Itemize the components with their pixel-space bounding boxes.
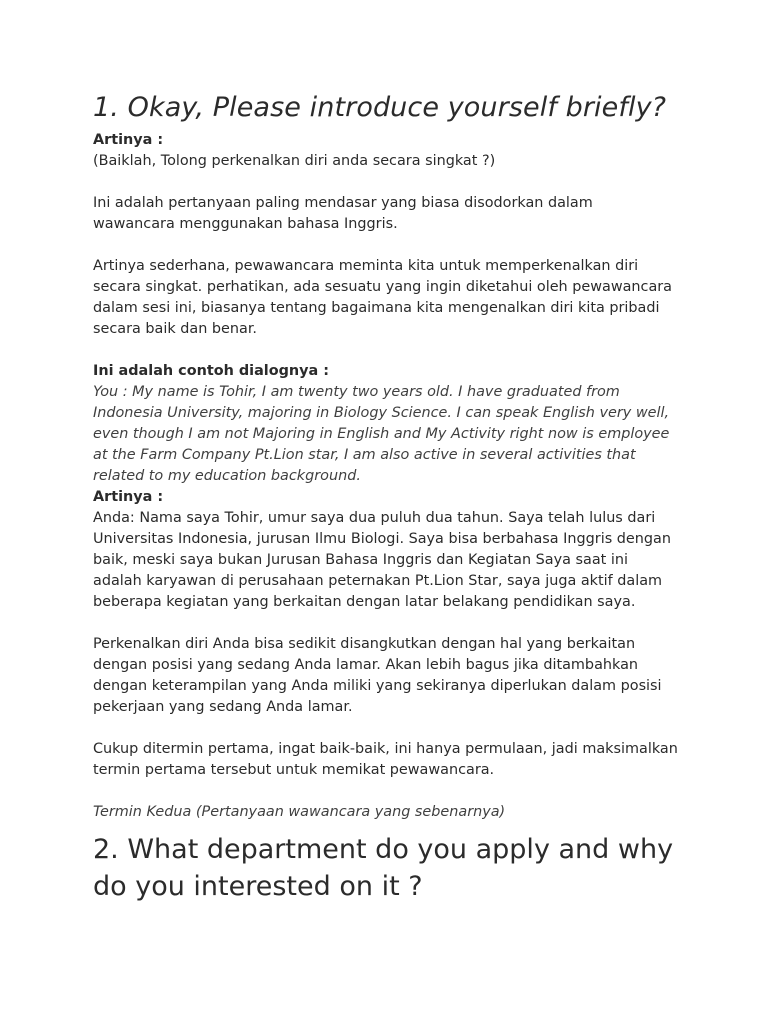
paragraph-intro: Ini adalah pertanyaan paling mendasar yang biasa disodorkan dalam wawancara menggunakan bahasa Inggris. [93, 195, 593, 232]
termin-kedua-note: Termin Kedua (Pertanyaan wawancara yang sebenarnya) [93, 804, 506, 820]
spacer [93, 613, 678, 634]
artinya-label: Artinya : [93, 132, 164, 148]
question-2-heading: 2. What department do you apply and why do you interested on it ? [93, 834, 674, 902]
artinya-translation: (Baiklah, Tolong perkenalkan diri anda secara singkat ?) [93, 153, 496, 169]
spacer [93, 781, 678, 802]
dialog-indonesian: Anda: Nama saya Tohir, umur saya dua puluh dua tahun. Saya telah lulus dari Universitas Indonesia, jurusan Ilmu Biologi. Saya bisa berbahasa Inggris dengan baik, meski saya bukan Jurusan Bahasa Inggris dan Kegiatan Saya saat ini adalah karyawan di perusahaan peternakan Pt.Lion Star, saya juga aktif dalam beberapa kegiatan yang berkaitan dengan latar belakang pendidikan saya. [93, 510, 671, 610]
paragraph-explanation: Artinya sederhana, pewawancara meminta kita untuk memperkenalkan diri secara singkat. perhatikan, ada sesuatu yang ingin diketahui oleh pewawancara dalam sesi ini, biasanya tentang bagaimana kita mengenalkan diri kita pribadi secara baik dan benar. [93, 258, 672, 337]
paragraph-position: Perkenalkan diri Anda bisa sedikit disangkutkan dengan hal yang berkaitan dengan posisi yang sedang Anda lamar. Akan lebih bagus jika ditambahkan dengan keterampilan yang Anda miliki yang sekiranya diperlukan dalam posisi pekerjaan yang sedang Anda lamar. [93, 636, 662, 715]
spacer [93, 172, 678, 193]
dialog-label: Ini adalah contoh dialognya : [93, 363, 330, 379]
paragraph-first-term: Cukup ditermin pertama, ingat baik-baik, ini hanya permulaan, jadi maksimalkan termin pertama tersebut untuk memikat pewawancara. [93, 741, 678, 778]
spacer [93, 718, 678, 739]
dialog-english: You : My name is Tohir, I am twenty two years old. I have graduated from Indonesia University, majoring in Biology Science. I can speak English very well, even though I am not Majoring in English and My Activity right now is employee at the Farm Company Pt.Lion star, I am also active in several activities that related to my education background. [93, 384, 670, 484]
artinya-label-2: Artinya : [93, 489, 164, 505]
spacer [93, 235, 678, 256]
spacer [93, 340, 678, 361]
question-1-heading: 1. Okay, Please introduce yourself briefly? [93, 92, 667, 123]
